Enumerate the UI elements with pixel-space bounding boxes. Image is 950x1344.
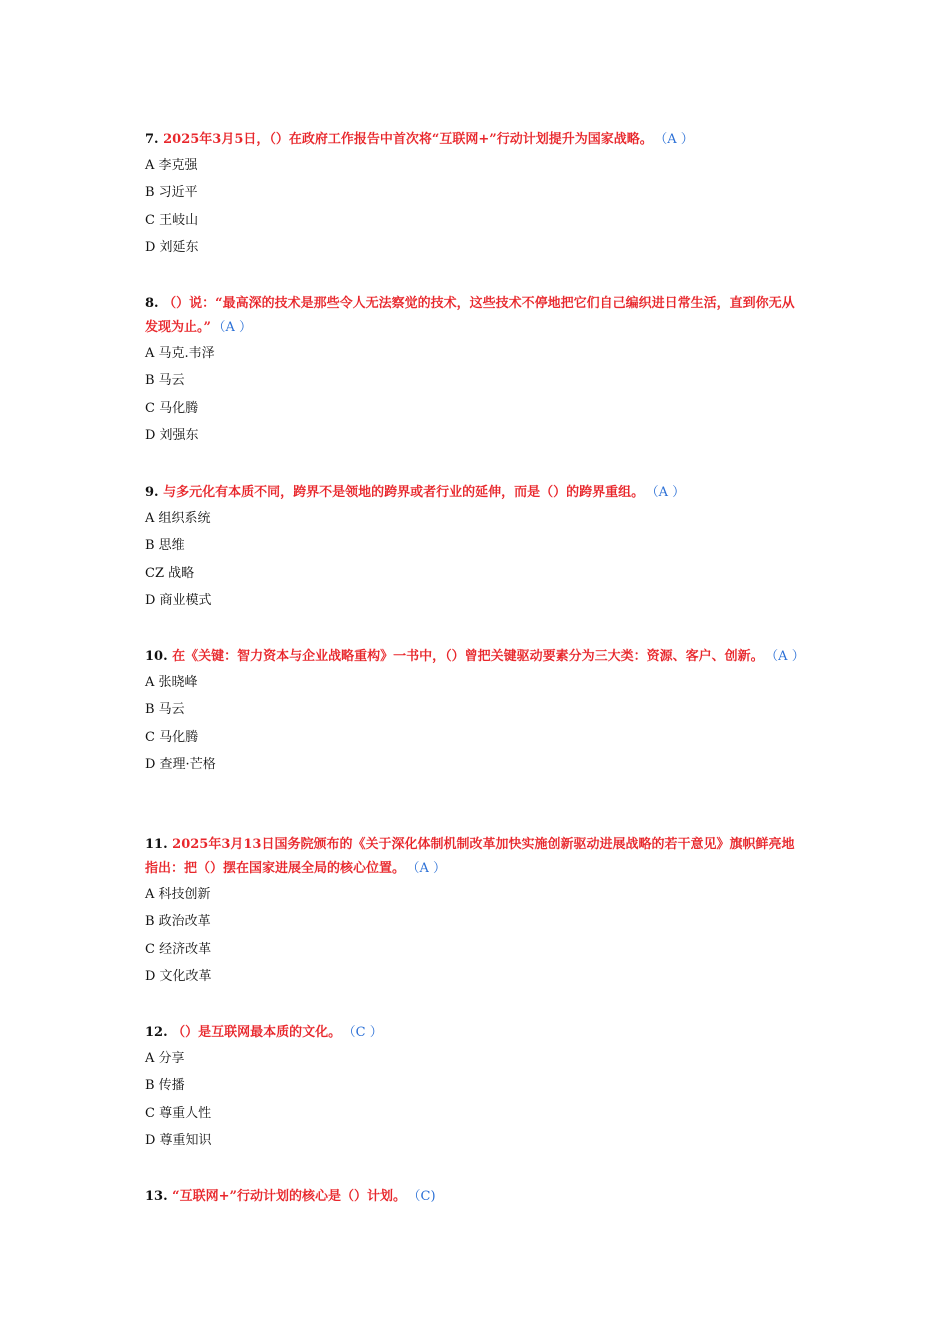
option-a: A 马克.韦泽 (145, 346, 215, 361)
option-d: D 文化改革 (145, 968, 212, 984)
question-title (145, 481, 805, 505)
question-8 (145, 292, 805, 449)
question-text: “互联网+”行动计划的核心是（）计划。 (172, 1189, 407, 1204)
question-text: （）是互联网最本质的文化。 (172, 1025, 342, 1040)
answer-key: （A ） (660, 132, 694, 147)
question-text: （）说：“最高深的技术是那些令人无法察觉的技术，这些技术不停地把它们自己编织进日常生活，直到你无从发现为止。” (145, 296, 795, 335)
option-b: B 马云 (145, 702, 185, 718)
question-number: 12. (145, 1025, 168, 1040)
answer-key: （A ） (771, 649, 805, 664)
option-d: D 尊重知识 (145, 1132, 212, 1148)
question-number: 11. (145, 837, 168, 852)
answer-key: （C) (414, 1189, 436, 1204)
option-b: B 传播 (145, 1078, 185, 1094)
answer-key: （C ） (349, 1025, 383, 1040)
option-a: A 张晓峰 (145, 675, 198, 690)
question-number: 7. (145, 132, 159, 147)
question-number: 8. (145, 296, 159, 311)
question-10 (145, 645, 805, 778)
question-title (145, 645, 805, 669)
answer-key: （A ） (218, 320, 253, 335)
option-c: C 尊重人性 (145, 1105, 212, 1121)
option-a: A 李克强 (145, 158, 198, 173)
question-text: 与多元化有本质不同，跨界不是领地的跨界或者行业的延伸，而是（）的跨界重组。 (163, 485, 645, 500)
option-a: A 科技创新 (145, 887, 211, 902)
option-c: C 马化腾 (145, 400, 199, 416)
question-number: 10. (145, 649, 168, 664)
question-title (145, 128, 805, 152)
question-number: 13. (145, 1189, 168, 1204)
option-c: C 经济改革 (145, 941, 212, 957)
question-number: 9. (145, 485, 159, 500)
option-c: C 王岐山 (145, 212, 199, 228)
question-title (145, 1021, 805, 1045)
option-a: A 分享 (145, 1051, 185, 1066)
option-c: CZ 战略 (145, 565, 195, 581)
answer-key: （A ） (652, 485, 686, 500)
question-9 (145, 481, 805, 614)
question-text: 在《关键：智力资本与企业战略重构》一书中，（）曾把关键驱动要素分为三大类：资源、客户、创新。 (172, 649, 764, 664)
option-b: B 政治改革 (145, 914, 211, 930)
question-13 (145, 1185, 805, 1209)
question-text: 2025年3月5日，（）在政府工作报告中首次将“互联网+”行动计划提升为国家战略。 (163, 132, 653, 147)
option-d: D 商业模式 (145, 592, 212, 608)
question-11 (145, 833, 805, 990)
option-a: A 组织系统 (145, 511, 211, 526)
question-title (145, 1185, 805, 1209)
option-b: B 马云 (145, 373, 185, 389)
option-b: B 习近平 (145, 185, 198, 201)
question-text: 2025年3月13日国务院颁布的《关于深化体制机制改革加快实施创新驱动进展战略的若干意见》旗帜鲜亮地指出：把（）摆在国家进展全局的核心位置。 (145, 837, 795, 876)
option-d: D 刘强东 (145, 427, 199, 443)
option-d: D 查理·芒格 (145, 756, 216, 772)
option-c: C 马化腾 (145, 729, 199, 745)
option-d: D 刘延东 (145, 239, 199, 255)
option-b: B 思维 (145, 538, 185, 554)
question-7 (145, 128, 805, 261)
question-12 (145, 1021, 805, 1154)
question-title (145, 292, 805, 340)
question-title (145, 833, 805, 881)
answer-key: （A ） (413, 861, 447, 876)
